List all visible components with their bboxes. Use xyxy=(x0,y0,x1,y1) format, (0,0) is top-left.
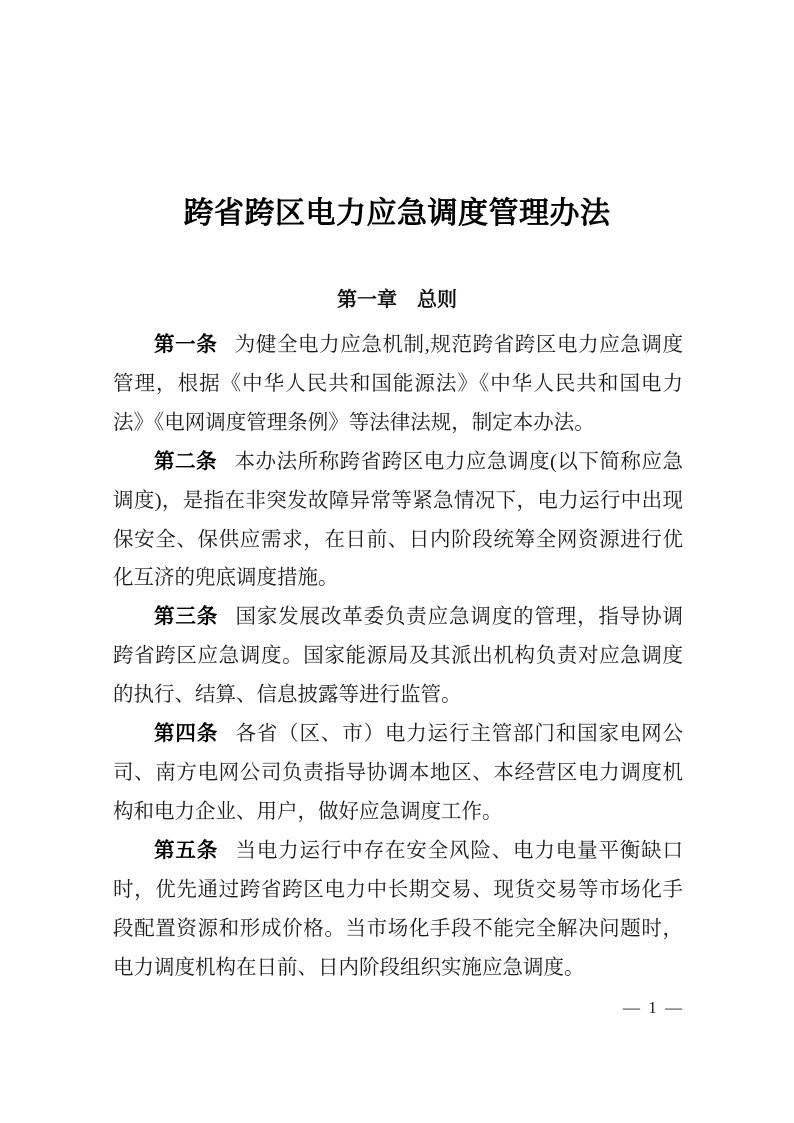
article-paragraph-1 xyxy=(113,326,683,443)
chapter-number: 第一章 xyxy=(337,289,397,311)
chapter-name: 总则 xyxy=(417,289,457,311)
chapter-heading xyxy=(0,288,794,312)
article-label: 第五条 xyxy=(154,839,219,862)
article-paragraph-4 xyxy=(113,715,683,832)
page-number: — 1 — xyxy=(623,998,684,1017)
article-text: 本办法所称跨省跨区电力应急调度(以下简称应急调度)，是指在非突发故障异常等紧急情况下，电力运行中出现保安全、保供应需求，在日前、日内阶段统筹全网资源进行优化互济的兜底调度措施。 xyxy=(113,450,683,590)
article-label: 第四条 xyxy=(154,723,219,746)
article-text: 当电力运行中存在安全风险、电力电量平衡缺口时，优先通过跨省跨区电力中长期交易、现货交易等市场化手段配置资源和形成价格。当市场化手段不能完全解决问题时，电力调度机构在日前、日内阶段组织实施应急调度。 xyxy=(113,839,684,979)
article-label: 第三条 xyxy=(154,606,219,629)
article-label: 第一条 xyxy=(154,334,218,356)
article-text: 国家发展改革委负责应急调度的管理，指导协调跨省跨区应急调度。国家能源局及其派出机构负责对应急调度的执行、结算、信息披露等进行监管。 xyxy=(113,606,684,707)
article-paragraph-5 xyxy=(113,832,683,988)
doc-title: 跨省跨区电力应急调度管理办法 xyxy=(183,197,611,230)
article-label: 第二条 xyxy=(154,450,218,473)
doc-body xyxy=(113,326,683,987)
article-paragraph-3 xyxy=(113,598,683,715)
article-text: 各省（区、市）电力运行主管部门和国家电网公司、南方电网公司负责指导协调本地区、本经营区电力调度机构和电力企业、用户，做好应急调度工作。 xyxy=(113,723,684,823)
article-paragraph-2 xyxy=(113,443,683,599)
article-text: 为健全电力应急机制,规范跨省跨区电力应急调度管理，根据《中华人民共和国能源法》《中华人民共和国电力法》《电网调度管理条例》等法律法规，制定本办法。 xyxy=(113,334,684,434)
